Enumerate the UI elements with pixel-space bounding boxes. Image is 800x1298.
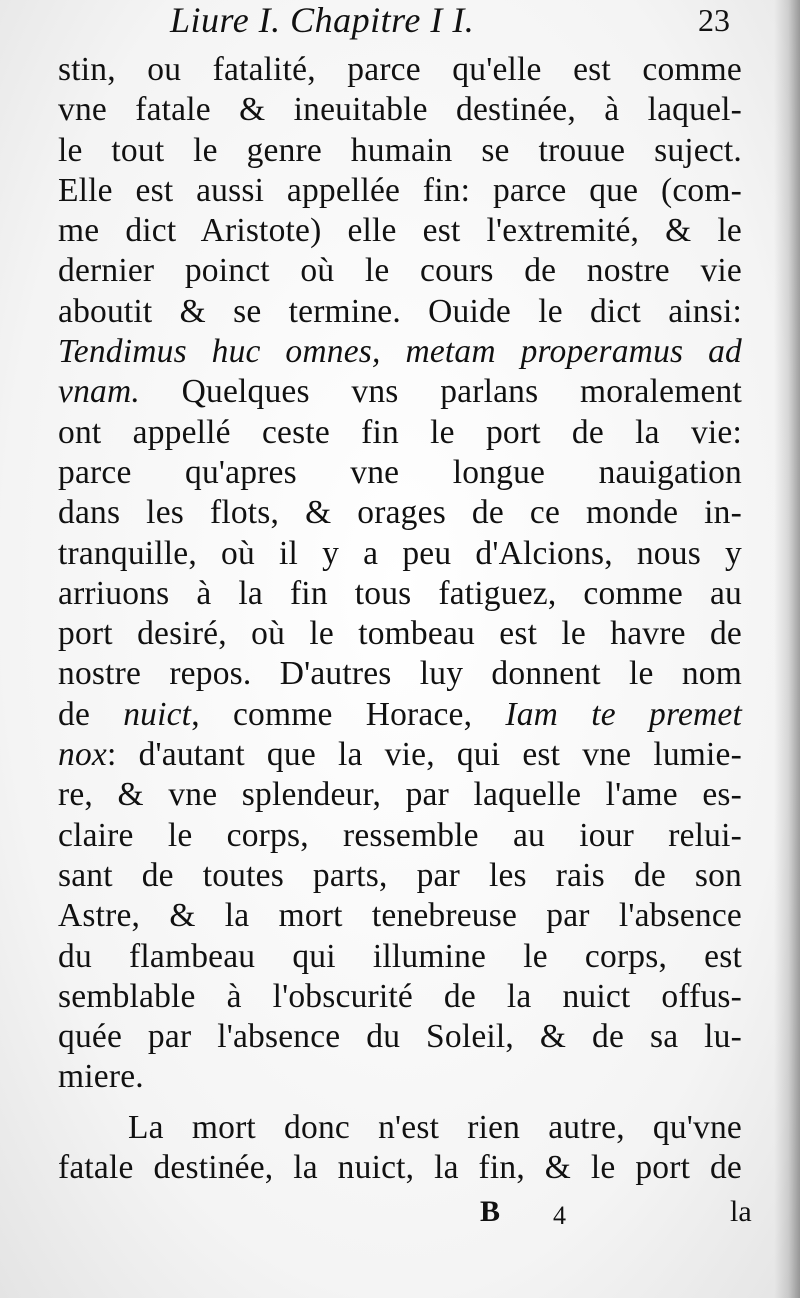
- page-number: 23: [698, 2, 730, 38]
- text-line: parce qu'apres vne longue nauigation: [58, 453, 742, 491]
- text-line: tranquille, où il y a peu d'Alcions, nous y: [58, 534, 742, 572]
- text-line: le tout le genre humain se trouue suject.: [58, 131, 742, 169]
- running-title: Liure I. Chapitre I I.: [170, 0, 475, 40]
- latin-quote: Iam te premet: [505, 695, 742, 733]
- text-line: arriuons à la fin tous fatiguez, comme au: [58, 574, 742, 612]
- text-line: stin, ou fatalité, parce qu'elle est comme: [58, 51, 742, 88]
- latin-quote-end: vnam.: [58, 373, 140, 411]
- catchword: la: [730, 1195, 752, 1228]
- text-fragment: Quelques vns parlans moralement: [139, 373, 742, 411]
- page-edge-shadow: [774, 0, 800, 1298]
- text-line: nostre repos. D'autres luy donnent le nom: [58, 655, 742, 693]
- text-line: miere.: [58, 1058, 144, 1096]
- running-header: [170, 0, 730, 42]
- text-line: aboutit & se termine. Ouide le dict ainsi:: [58, 292, 742, 330]
- signature-mark: B: [480, 1195, 501, 1228]
- body-text: [58, 50, 742, 1188]
- text-line: dernier poinct où le cours de nostre vie: [58, 252, 742, 290]
- text-line: re, & vne splendeur, par laquelle l'ame es-: [58, 776, 742, 814]
- italic-word: nuict: [123, 695, 192, 733]
- text-fragment: : d'autant que la vie, qui est vne lumie-: [106, 736, 742, 774]
- paragraph-start-line: La mort donc n'est rien autre, qu'vne: [128, 1108, 742, 1146]
- text-line: claire le corps, ressemble au iour relui-: [58, 816, 742, 854]
- text-line: [58, 735, 742, 775]
- text-line: Elle est aussi appellée fin: parce que (com-: [58, 171, 742, 209]
- text-line: ont appellé ceste fin le port de la vie:: [58, 413, 742, 451]
- text-line: Astre, & la mort tenebreuse par l'absence: [58, 897, 742, 935]
- page-footer: [0, 1192, 800, 1232]
- text-line: du flambeau qui illumine le corps, est: [58, 937, 742, 975]
- text-line: me dict Aristote) elle est l'extremité, & le: [58, 212, 742, 250]
- text-line: sant de toutes parts, par les rais de son: [58, 856, 742, 894]
- text-line: fatale destinée, la nuict, la fin, & le port de: [58, 1149, 742, 1187]
- text-line: [58, 695, 742, 735]
- latin-quote-line: Tendimus huc omnes, metam properamus ad: [58, 333, 742, 371]
- latin-quote-end: nox: [58, 736, 107, 774]
- text-fragment: , comme Horace,: [191, 695, 506, 733]
- text-line: semblable à l'obscurité de la nuict offus-: [58, 977, 742, 1015]
- text-fragment: de: [58, 695, 124, 733]
- text-line: vne fatale & ineuitable destinée, à laquel-: [58, 91, 742, 129]
- text-line: quée par l'absence du Soleil, & de sa lu-: [58, 1018, 742, 1056]
- text-line: dans les flots, & orages de ce monde in-: [58, 494, 742, 532]
- signature-number: 4: [553, 1201, 566, 1230]
- text-line: [58, 372, 742, 412]
- text-line: port desiré, où le tombeau est le havre de: [58, 615, 742, 653]
